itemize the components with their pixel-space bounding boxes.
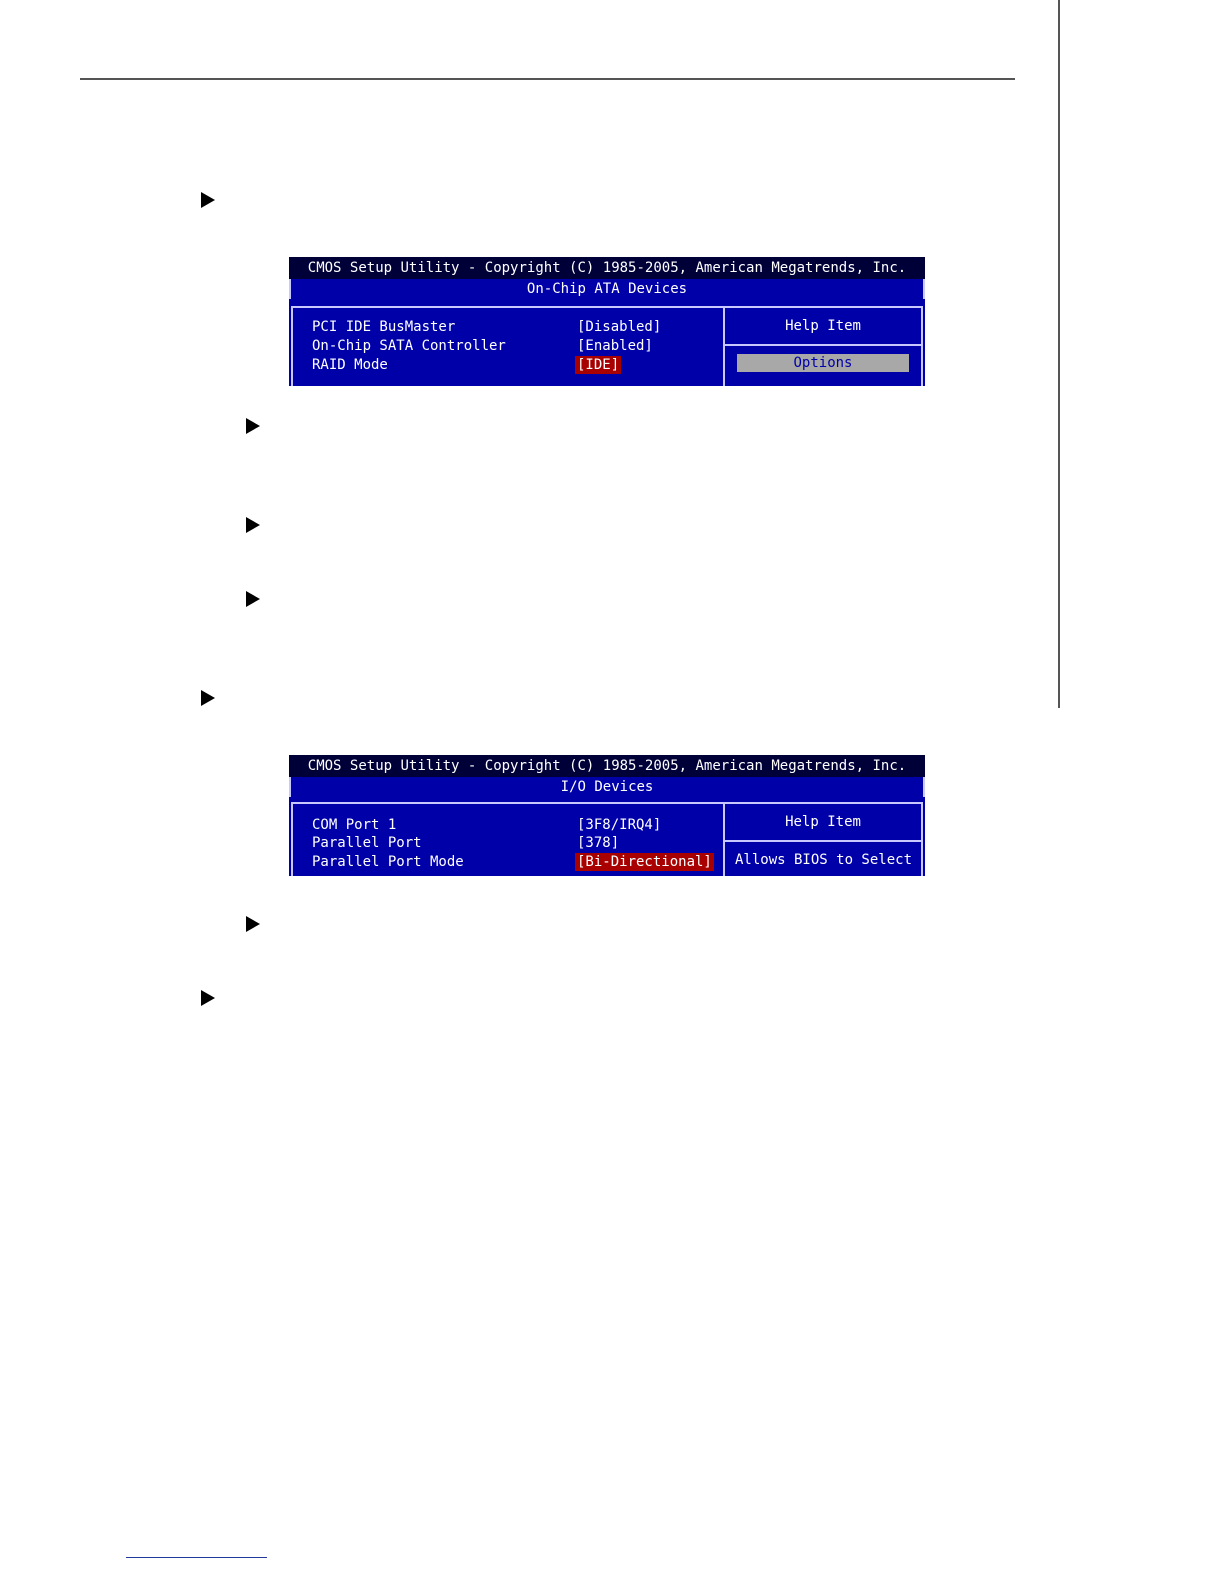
bios-row-value[interactable]: [Disabled]	[577, 319, 662, 335]
help-description: Allows BIOS to Select	[735, 852, 913, 868]
bios-row-label: COM Port 1	[312, 817, 397, 833]
help-options-bar: Options	[737, 354, 909, 372]
help-item-title: Help Item	[725, 308, 921, 346]
bullet-arrow-icon	[246, 591, 260, 607]
bullet-arrow-icon	[201, 990, 215, 1006]
bios-row-value[interactable]: [Enabled]	[577, 338, 653, 354]
bios-row-value[interactable]: [378]	[577, 835, 620, 851]
bios-row[interactable]	[293, 834, 721, 852]
bullet-arrow-icon	[201, 192, 215, 208]
bios-header: CMOS Setup Utility - Copyright (C) 1985-2005, American Megatrends, Inc.	[289, 755, 925, 777]
bullet-arrow-icon	[246, 517, 260, 533]
bios-row-label: RAID Mode	[312, 357, 388, 373]
bullet-arrow-icon	[246, 418, 260, 434]
bios-subheader: On-Chip ATA Devices	[289, 279, 925, 299]
bios-settings-panel	[293, 804, 721, 876]
bios-help-panel	[723, 308, 921, 386]
bios-row[interactable]	[293, 816, 721, 834]
bios-body	[291, 306, 923, 386]
bios-row[interactable]	[293, 337, 721, 355]
bios-row-value-selected[interactable]: [IDE]	[577, 357, 620, 373]
bios-screenshot-io-devices	[289, 755, 925, 876]
top-rule	[80, 78, 1015, 80]
bios-row[interactable]	[293, 356, 721, 374]
bios-row-label: On-Chip SATA Controller	[312, 338, 506, 354]
bios-subheader: I/O Devices	[289, 777, 925, 797]
bullet-arrow-icon	[246, 916, 260, 932]
bios-row-label: PCI IDE BusMaster	[312, 319, 456, 335]
bios-row-label: Parallel Port	[312, 835, 422, 851]
bios-row[interactable]	[293, 853, 721, 871]
bullet-arrow-icon	[201, 690, 215, 706]
bios-settings-panel	[293, 308, 721, 386]
side-rule	[1058, 0, 1060, 708]
bios-body	[291, 802, 923, 876]
bios-header: CMOS Setup Utility - Copyright (C) 1985-2005, American Megatrends, Inc.	[289, 257, 925, 279]
bios-row-value-selected[interactable]: [Bi-Directional]	[577, 854, 712, 870]
bios-screenshot-on-chip-ata	[289, 257, 925, 386]
bios-row[interactable]	[293, 318, 721, 336]
bios-row-label: Parallel Port Mode	[312, 854, 464, 870]
help-item-title: Help Item	[725, 804, 921, 842]
bios-help-panel	[723, 804, 921, 876]
footer-link-underline	[126, 1557, 267, 1558]
bios-row-value[interactable]: [3F8/IRQ4]	[577, 817, 662, 833]
